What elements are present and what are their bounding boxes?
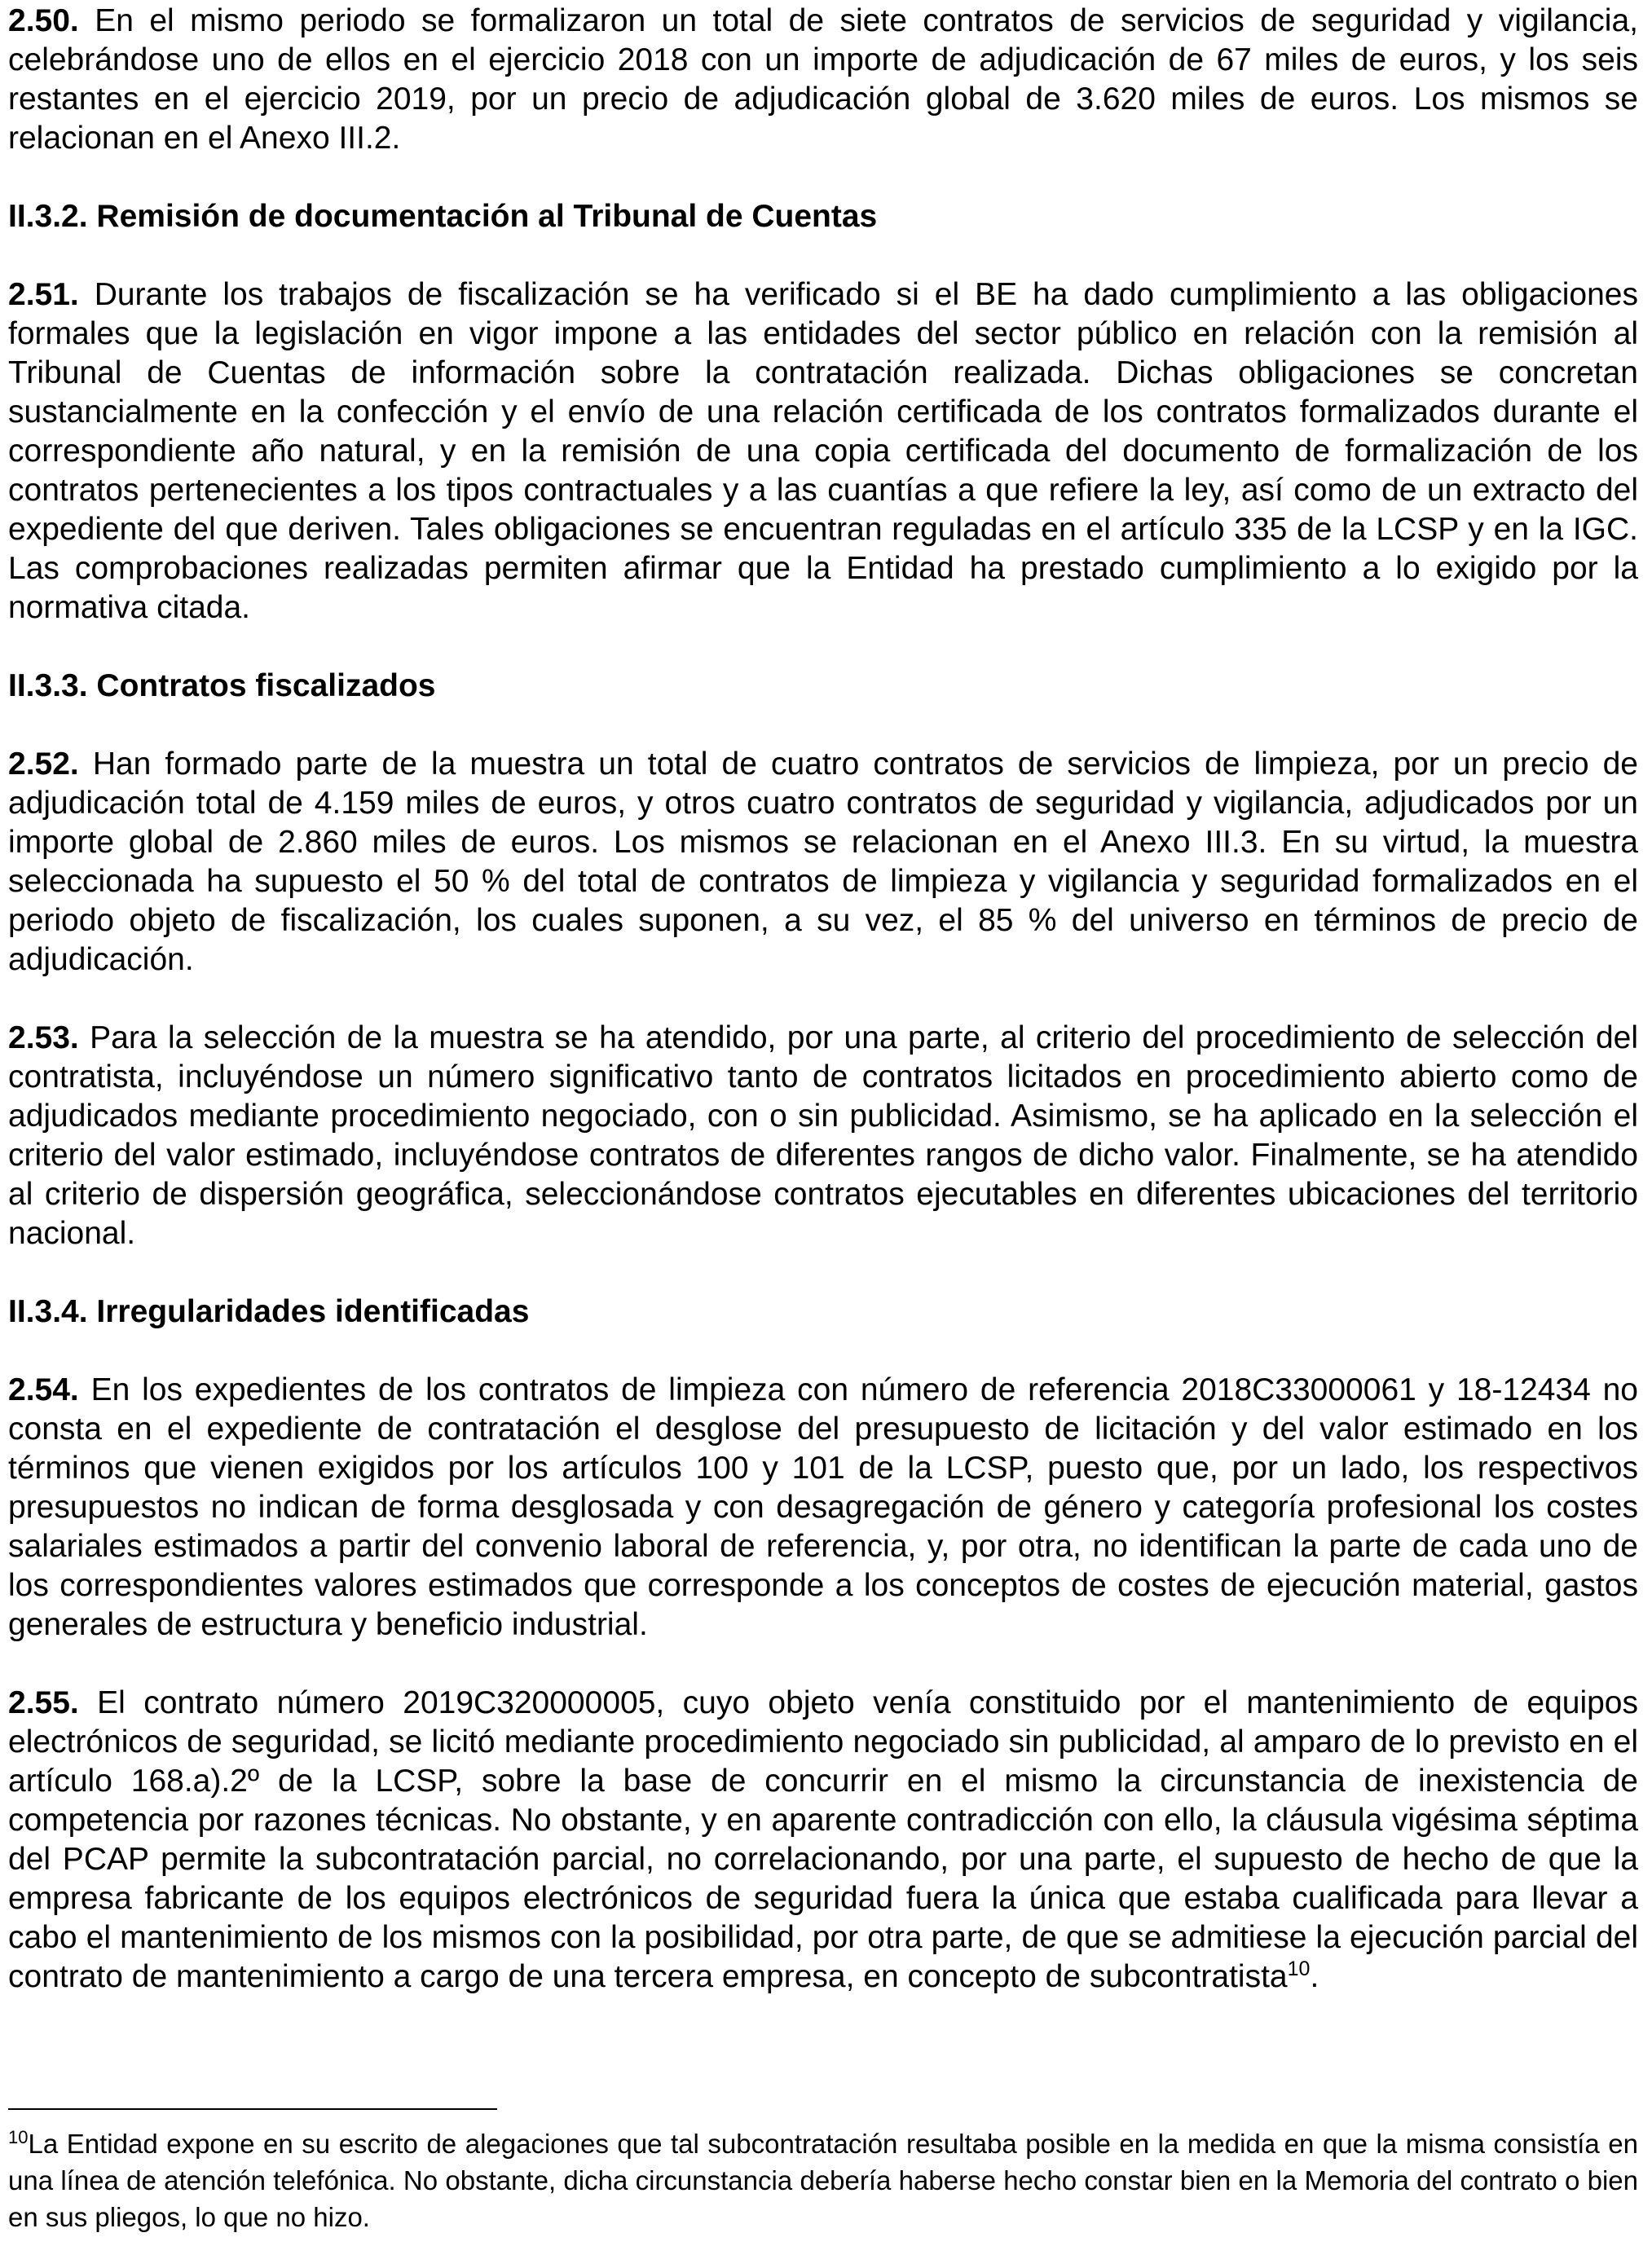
paragraph-number: 2.51. (8, 277, 79, 312)
paragraph-number: 2.52. (8, 746, 79, 782)
section-heading-ii-3-4 (8, 1293, 1638, 1332)
footnote (8, 2125, 1638, 2235)
paragraph-text: El contrato número 2019C320000005, cuyo objeto venía constituido por el mantenimiento de equipos electrónicos de seguridad, se licitó mediante procedimiento negociado sin publicidad, al amparo de lo previsto en el artículo 168.a).2º de la LCSP, sobre la base de concurrir en el mismo la circunstancia de inexistencia de competencia por razones técnicas. No obstante, y en aparente contradicción con ello, la cláusula vigésima séptima del PCAP permite la subcontratación parcial, no correlacionando, por una parte, el supuesto de hecho de que la empresa fabricante de los equipos electrónicos de seguridad fuera la única que estaba cualificada para llevar a cabo el mantenimiento de los mismos con la posibilidad, por otra parte, de que se admitiese la ejecución parcial del contrato de mantenimiento a cargo de una tercera empresa, en concepto de subcontratista (8, 1685, 1638, 1994)
section-number: II.3.3. (8, 668, 88, 703)
paragraph-text: Han formado parte de la muestra un total de cuatro contratos de servicios de limpieza, por un precio de adjudicación total de 4.159 miles de euros, y otros cuatro contratos de seguridad y vigilancia, adjudicados por un importe global de 2.860 miles de euros. Los mismos se relacionan en el Anexo III.3. En su virtud, la muestra seleccionada ha supuesto el 50 % del total de contratos de limpieza y vigilancia y seguridad formalizados en el periodo objeto de fiscalización, los cuales suponen, a su vez, el 85 % del universo en términos de precio de adjudicación. (8, 746, 1638, 977)
section-number: II.3.2. (8, 199, 88, 234)
paragraph-text: En los expedientes de los contratos de limpieza con número de referencia 2018C33000061 y 18-12434 no consta en el expediente de contratación el desglose del presupuesto de licitación y del valor estimado en los términos que vienen exigidos por los artículos 100 y 101 de la LCSP, puesto que, por un lado, los respectivos presupuestos no indican de forma desglosada y con desagregación de género y categoría profesional los costes salariales estimados a partir del convenio laboral de referencia, y, por otra, no identifican la parte de cada uno de los correspondientes valores estimados que corresponde a los conceptos de costes de ejecución material, gastos generales de estructura y beneficio industrial. (8, 1372, 1638, 1642)
paragraph-2-52 (8, 745, 1638, 980)
paragraph-2-54 (8, 1371, 1638, 1645)
section-title: Irregularidades identificadas (96, 1294, 530, 1329)
paragraph-number: 2.55. (8, 1685, 79, 1720)
footnote-text: La Entidad expone en su escrito de alegaciones que tal subcontratación resultaba posible en la medida en que la misma consistía en una línea de atención telefónica. No obstante, dicha circunstancia debería haberse hecho constar bien en la Memoria del contrato o bien en sus pliegos, lo que no hizo. (8, 2129, 1638, 2232)
paragraph-2-53 (8, 1019, 1638, 1253)
paragraph-text: Para la selección de la muestra se ha atendido, por una parte, al criterio del procedimiento de selección del contratista, incluyéndose un número significativo tanto de contratos licitados en procedimiento abierto como de adjudicados mediante procedimiento negociado, con o sin publicidad. Asimismo, se ha aplicado en la selección el criterio del valor estimado, incluyéndose contratos de diferentes rangos de dicho valor. Finalmente, se ha atendido al criterio de dispersión geográfica, seleccionándose contratos ejecutables en diferentes ubicaciones del territorio nacional. (8, 1020, 1638, 1251)
paragraph-2-50 (8, 2, 1638, 158)
footnote-mark: 10 (8, 2127, 29, 2147)
footnote-reference[interactable]: 10 (1287, 1958, 1311, 1980)
paragraph-number: 2.50. (8, 3, 79, 38)
paragraph-number: 2.53. (8, 1020, 79, 1055)
section-title: Contratos fiscalizados (96, 668, 436, 703)
document-page (8, 0, 1638, 1997)
paragraph-end: . (1310, 1959, 1319, 1994)
section-heading-ii-3-3 (8, 667, 1638, 706)
footnote-divider (8, 2108, 497, 2110)
paragraph-2-55 (8, 1684, 1638, 1997)
paragraph-text: En el mismo periodo se formalizaron un total de siete contratos de servicios de seguridad y vigilancia, celebrándose uno de ellos en el ejercicio 2018 con un importe de adjudicación de 67 miles de euros, y los seis restantes en el ejercicio 2019, por un precio de adjudicación global de 3.620 miles de euros. Los mismos se relacionan en el Anexo III.2. (8, 3, 1638, 156)
paragraph-number: 2.54. (8, 1372, 79, 1407)
section-title: Remisión de documentación al Tribunal de Cuentas (96, 199, 878, 234)
section-number: II.3.4. (8, 1294, 88, 1329)
paragraph-text: Durante los trabajos de fiscalización se ha verificado si el BE ha dado cumplimiento a las obligaciones formales que la legislación en vigor impone a las entidades del sector público en relación con la remisión al Tribunal de Cuentas de información sobre la contratación realizada. Dichas obligaciones se concretan sustancialmente en la confección y el envío de una relación certificada de los contratos formalizados durante el correspondiente año natural, y en la remisión de una copia certificada del documento de formalización de los contratos pertenecientes a los tipos contractuales y a las cuantías a que refiere la ley, así como de un extracto del expediente del que deriven. Tales obligaciones se encuentran reguladas en el artículo 335 de la LCSP y en la IGC. Las comprobaciones realizadas permiten afirmar que la Entidad ha prestado cumplimiento a lo exigido por la normativa citada. (8, 277, 1639, 625)
section-heading-ii-3-2 (8, 197, 1638, 236)
paragraph-2-51 (8, 275, 1638, 628)
